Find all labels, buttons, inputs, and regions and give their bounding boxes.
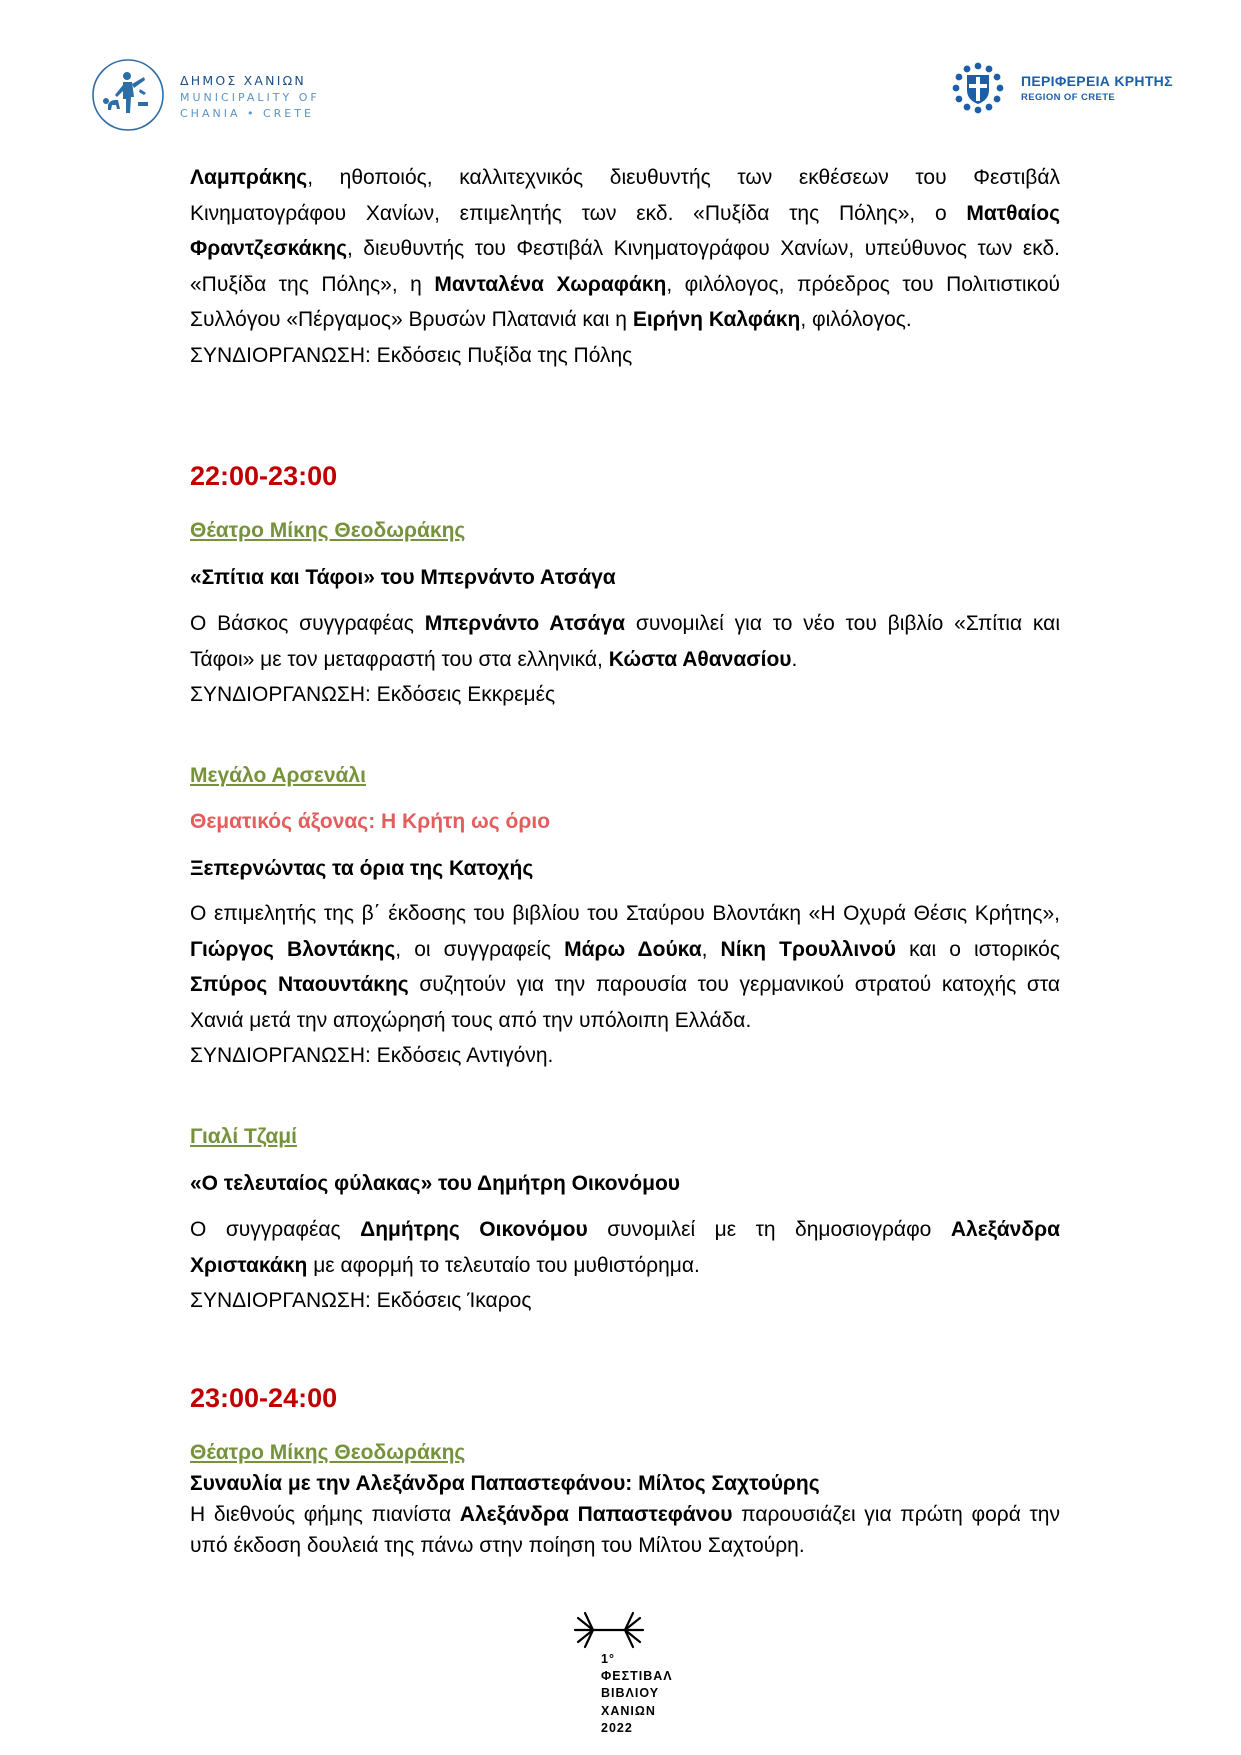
- person-name: Μπερνάντο Ατσάγα: [424, 612, 626, 636]
- event-title: Ξεπερνώντας τα όρια της Κατοχής: [190, 857, 534, 881]
- event-section: [190, 1437, 1060, 1561]
- festival-book-word: ΒΙΒΛΙΟΥ: [601, 1686, 660, 1701]
- person-name: Γιώργος Βλοντάκης: [190, 937, 396, 961]
- text-segment: και ο ιστορικός: [895, 937, 1060, 961]
- region-subtitle: REGION OF CRETE: [1021, 92, 1116, 103]
- text-segment: Ο Βάσκος συγγραφέας: [190, 612, 425, 636]
- co-organization: ΣΥΝΔΙΟΡΓΑΝΩΣΗ: Εκδόσεις Εκκρεμές: [190, 683, 556, 707]
- text-segment: συζητούν για την παρουσία του γερμανικού στρατού κατοχής στα Χανιά μετά την αποχώρησή τους από την υπόλοιπη Ελλάδα.: [190, 973, 1061, 1032]
- event-title: «Σπίτια και Τάφοι» του Μπερνάντο Ατσάγα: [190, 566, 616, 590]
- region-emblem-icon: [950, 60, 1006, 116]
- person-name: Ματθαίος Φραντζεσκάκης: [190, 201, 1060, 261]
- intro-paragraph: [190, 160, 1060, 338]
- event-venue: Θέατρο Μίκης Θεοδωράκης: [190, 519, 466, 543]
- text-segment: .: [791, 647, 798, 671]
- person-name: Μάρω Δούκα: [564, 937, 702, 961]
- municipality-name: ΔΗΜΟΣ ΧΑΝΙΩΝ: [180, 73, 306, 88]
- event-description: [190, 1499, 1060, 1561]
- region-name: ΠΕΡΙΦΕΡΕΙΑ ΚΡΗΤΗΣ: [1021, 73, 1173, 89]
- person-name: Ειρήνη Καλφάκη: [632, 308, 801, 332]
- time-slot-heading: 22:00-23:00: [190, 461, 338, 491]
- person-name: Σπύρος Νταουντάκης: [190, 973, 409, 997]
- festival-year: 2022: [601, 1720, 633, 1735]
- event-venue: Γιαλί Τζαμί: [190, 1125, 297, 1149]
- text-segment: παρουσιάζει για πρώτη φορά την υπό έκδοση δουλειά της πάνω στην ποίηση του Μίλτου Σαχτούρη.: [190, 1502, 1060, 1557]
- text-segment: , φιλόλογος, πρόεδρος του Πολιτιστικού Συλλόγου «Πέργαμος» Βρυσών Πλατανιά και η: [190, 272, 1060, 332]
- municipality-logo-icon: [90, 57, 166, 133]
- event-title: «Ο τελευταίος φύλακας» του Δημήτρη Οικονόμου: [190, 1172, 681, 1196]
- festival-starburst-icon: [571, 1610, 647, 1650]
- event-description: [190, 896, 1060, 1038]
- person-name: Αλεξάνδρα Χριστακάκη: [190, 1218, 1060, 1277]
- text-segment: με αφορμή το τελευταίο του μυθιστόρημα.: [307, 1253, 700, 1277]
- event-description: [190, 1212, 1060, 1283]
- text-segment: , φιλόλογος.: [800, 308, 912, 332]
- time-slot-heading: 23:00-24:00: [190, 1383, 338, 1413]
- festival-word: ΦΕΣΤΙΒΑΛ: [601, 1669, 673, 1684]
- text-segment: ,: [701, 937, 721, 961]
- event-theme: Θεματικός άξονας: Η Κρήτη ως όριο: [190, 810, 551, 834]
- event-section: [190, 1119, 1060, 1319]
- intro-section: [190, 160, 1060, 373]
- festival-edition: 1°: [601, 1652, 615, 1666]
- event-venue: Μεγάλο Αρσενάλι: [190, 764, 366, 788]
- municipality-location: CHANIA • CRETE: [180, 107, 314, 120]
- person-name: Λαμπράκης: [190, 166, 308, 190]
- co-organization: ΣΥΝΔΙΟΡΓΑΝΩΣΗ: Εκδόσεις Πυξίδα της Πόλης: [190, 343, 633, 367]
- person-name: Κώστα Αθανασίου: [608, 647, 792, 671]
- person-name: Αλεξάνδρα Παπαστεφάνου: [459, 1502, 733, 1526]
- event-section: [190, 513, 1060, 713]
- event-venue: Θέατρο Μίκης Θεοδωράκης: [190, 1440, 466, 1464]
- festival-logo-text: [601, 1651, 673, 1737]
- text-segment: , ηθοποιός, καλλιτεχνικός διευθυντής των εκθέσεων του Φεστιβάλ Κινηματογράφου Χανίων, επιμελητής των εκδ. «Πυξίδα της Πόλης», ο: [190, 166, 1060, 225]
- festival-city-word: ΧΑΝΙΩΝ: [601, 1703, 656, 1718]
- text-segment: Ο συγγραφέας: [190, 1218, 361, 1242]
- text-segment: Η διεθνούς φήμης πιανίστα: [190, 1502, 460, 1526]
- co-organization: ΣΥΝΔΙΟΡΓΑΝΩΣΗ: Εκδόσεις Ίκαρος: [190, 1289, 532, 1313]
- text-segment: , διευθυντής του Φεστιβάλ Κινηματογράφου Χανίων, υπεύθυνος των εκδ. «Πυξίδα της Πόλης», η: [190, 237, 1060, 296]
- co-organization: ΣΥΝΔΙΟΡΓΑΝΩΣΗ: Εκδόσεις Αντιγόνη.: [190, 1044, 554, 1068]
- text-segment: συνομιλεί με τη δημοσιογράφο: [587, 1218, 951, 1242]
- person-name: Μανταλένα Χωραφάκη: [434, 272, 667, 296]
- text-segment: συνομιλεί για το νέο του βιβλίο «Σπίτια και Τάφοι» με τον μεταφραστή του στα ελληνικά,: [190, 612, 1060, 671]
- municipality-subtitle: MUNICIPALITY OF: [180, 91, 320, 104]
- event-section: [190, 758, 1060, 1074]
- text-segment: , οι συγγραφείς: [395, 937, 565, 961]
- event-title: Συναυλία με την Αλεξάνδρα Παπαστεφάνου: Μίλτος Σαχτούρης: [190, 1471, 820, 1495]
- person-name: Δημήτρης Οικονόμου: [360, 1218, 588, 1242]
- text-segment: Ο επιμελητής της β΄ έκδοσης του βιβλίου του Σταύρου Βλοντάκη «Η Οχυρά Θέσις Κρήτης»,: [190, 902, 1060, 926]
- event-description: [190, 606, 1060, 677]
- person-name: Νίκη Τρουλλινού: [720, 937, 896, 961]
